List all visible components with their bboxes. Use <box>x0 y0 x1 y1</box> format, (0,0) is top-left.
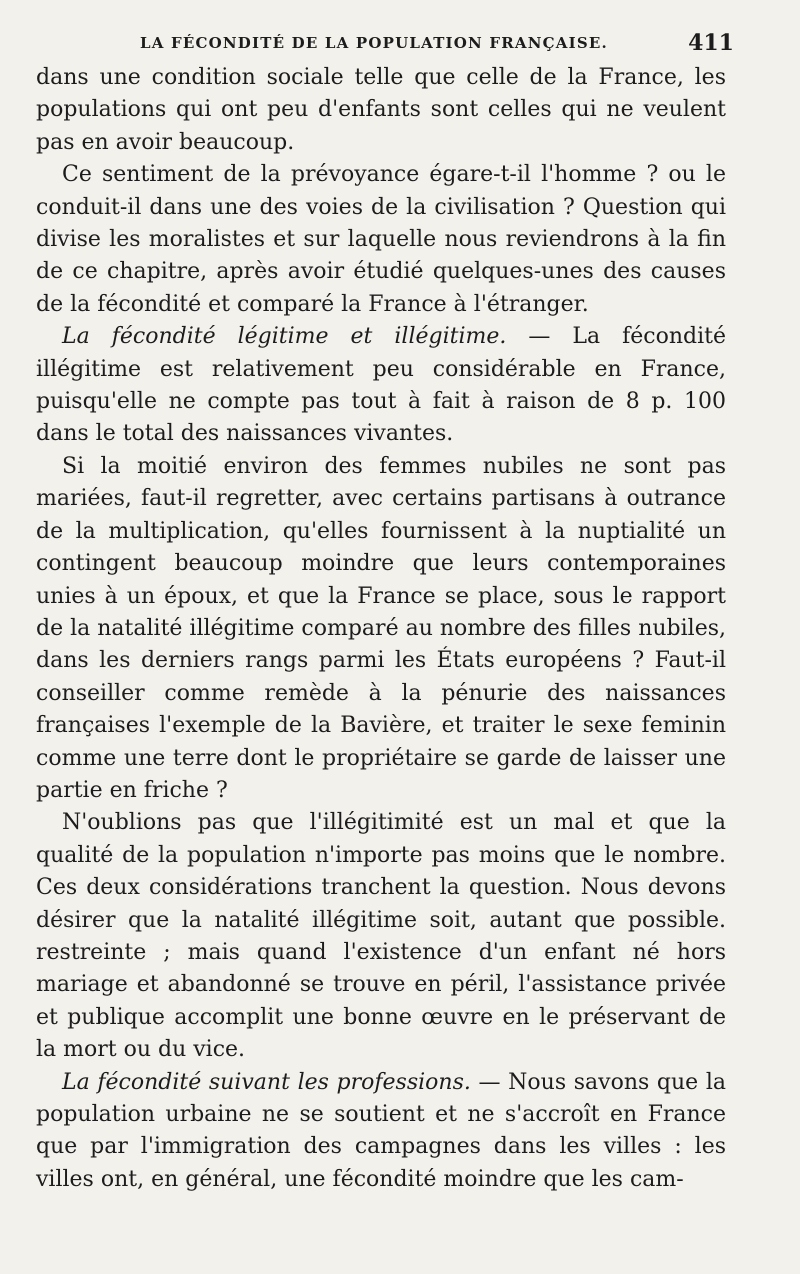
paragraph <box>36 451 726 807</box>
section-rubric: La fécondité suivant les professions. <box>62 1069 471 1095</box>
running-title: LA FÉCONDITÉ DE LA POPULATION FRANÇAISE. <box>140 34 608 52</box>
paragraph-text: — La fécondité illégitime est relativement peu considérable en France, puisqu'elle ne compte pas tout à fait à raison de 8 p. 100 dans le total des naissances vivantes. <box>36 324 726 447</box>
paragraph <box>36 807 726 1066</box>
page-number: 411 <box>688 30 734 56</box>
paragraph-with-rubric <box>36 1067 726 1197</box>
paragraph-with-rubric <box>36 321 726 451</box>
body-text <box>36 62 726 1196</box>
paragraph <box>36 159 726 321</box>
paragraph-continuation <box>36 62 726 159</box>
paragraph-text: Ce sentiment de la prévoyance égare-t-il l'homme ? ou le conduit-il dans une des voies de la civilisation ? Question qui divise les moralistes et sur laquelle nous reviendrons à la fin de ce chapitre, après avoir étudié quelques-unes des causes de la fécondité et comparé la France à l'étranger. <box>36 162 726 317</box>
paragraph-text: N'oublions pas que l'illégitimité est un mal et que la qualité de la population n'importe pas moins que le nombre. Ces deux considérations tranchent la question. Nous devons désirer que la natalité illégitime soit, autant que possible. restreinte ; mais quand l'existence d'un enfant né hors mariage et abandonné se trouve en péril, l'assistance privée et publique accomplit une bonne œuvre en le préservant de la mort ou du vice. <box>36 810 726 1063</box>
paragraph-text: Si la moitié environ des femmes nubiles ne sont pas mariées, faut-il regretter, avec certains partisans à outrance de la multiplication, qu'elles fournissent à la nuptialité un contingent beaucoup moindre que leurs contemporaines unies à un époux, et que la France se place, sous le rapport de la natalité illégitime comparé au nombre des filles nubiles, dans les derniers rangs parmi les États européens ? Faut-il conseiller comme remède à la pénurie des naissances françaises l'exemple de la Bavière, et traiter le sexe feminin comme une terre dont le propriétaire se garde de laisser une partie en friche ? <box>36 453 726 803</box>
paragraph-text: — Nous savons que la population urbaine ne se soutient et ne s'accroît en France que par l'immigration des campagnes dans les villes : les villes ont, en général, une fécondité moindre que les cam- <box>36 1069 726 1192</box>
section-rubric: La fécondité légitime et illégitime. <box>62 324 507 350</box>
paragraph-text: dans une condition sociale telle que celle de la France, les populations qui ont peu d'enfants sont celles qui ne veulent pas en avoir beaucoup. <box>36 65 726 155</box>
page-header <box>36 22 734 62</box>
book-page <box>36 22 734 1196</box>
